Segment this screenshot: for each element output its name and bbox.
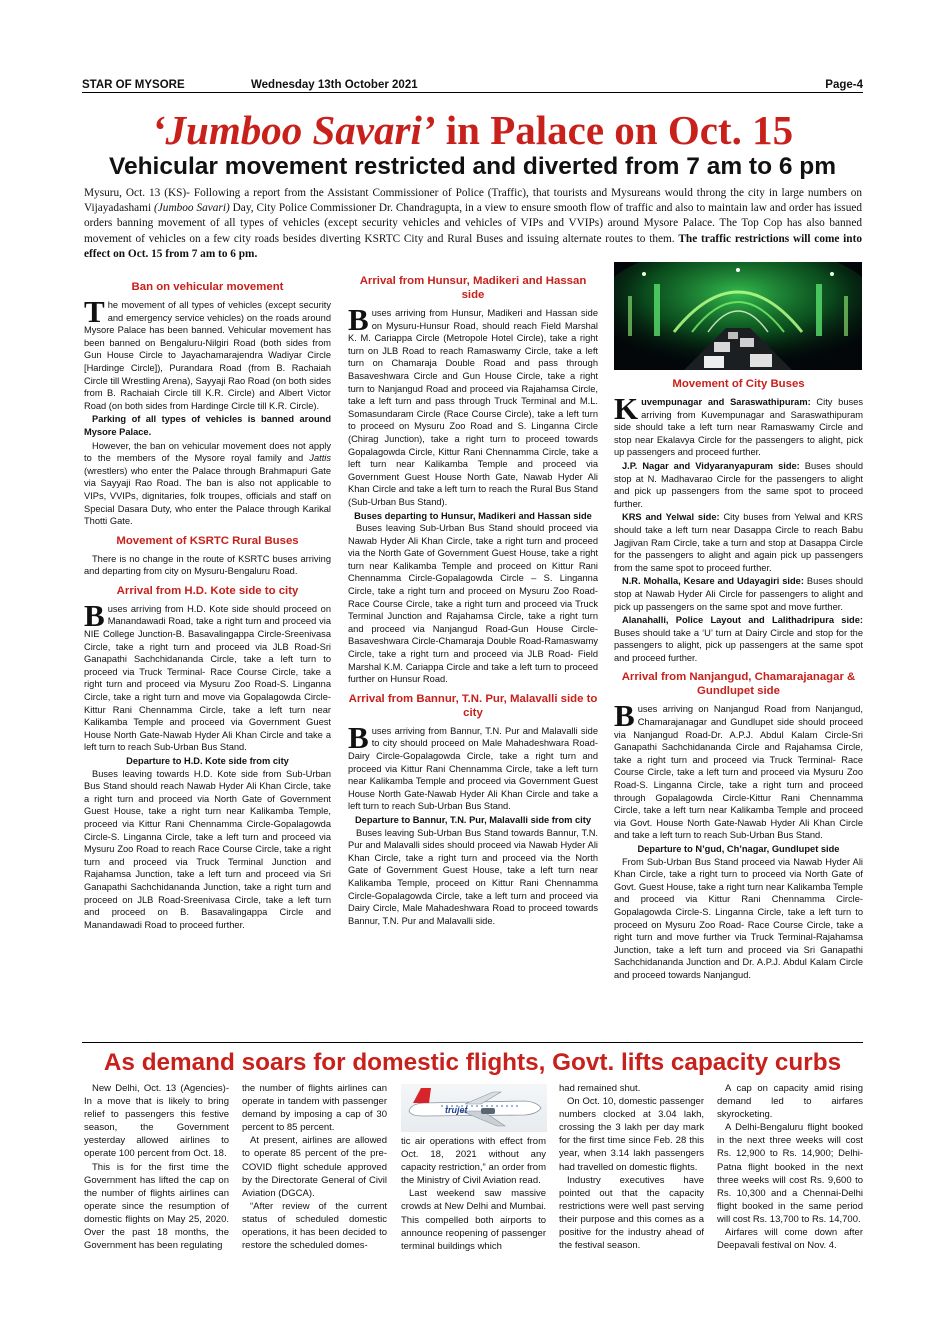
section-heading: Ban on vehicular movement bbox=[131, 281, 284, 293]
article-paragraph: N.R. Mohalla, Kesare and Udayagiri side: Buses should stop at Nawab Hyder Ali Circle for passengers to alight and pick up passengers on the same spot and move further. bbox=[614, 576, 864, 612]
article-paragraph: Buses arriving from Hunsur, Madikeri and Hassan side on Mysuru-Hunsur Road, should reach Field Marshal K. M. Cariappa Circle (Metropole Hotel Circle), take a right turn on JLB Road to reach Ramaswamy Circle, take a left turn on Chamaraja Double Road and pass through Basaveshwara Circle and Gun House Circle, take a right turn to Nanjangud Road and proceed via Rajahamsa Circle, take a left turn and pass through Truck Terminal and M.L. Somasundaram Circle (Race Course Circle), take a left turn to proceed on Mysuru Zoo Road and S. Linganna Circle (Chirag Junction), take a right turn to proceed towards Gopalagowda Circle, Kittur Rani Chennamma Circle, take a left turn near Kalikamba Temple and proceed via Government Guest House North Gate, Nawab Hyder Ali Khan Circle and take a left turn to reach the Rural Bus Stand (Sub-Urban Bus Stand). bbox=[348, 302, 598, 507]
flights-column-4 bbox=[559, 1082, 704, 1252]
aircraft-photo bbox=[401, 1084, 547, 1132]
flights-column-2 bbox=[242, 1082, 387, 1252]
article-paragraph: Buses arriving from H.D. Kote side should proceed on Manandawadi Road, take a right turn and proceed via NIE College Junction-B. Basavalingappa Circle-Sreenivasa Circle, take a right turn and proceed via JLB Road-Sri Ganapathi Sachchidananda Circle, take a left turn to proceed via Truck Terminal- Race Course Circle, take a right turn and proceed via Mysuru Zoo Road-S. Linganna Circle, take a right turn and move via Gopalagowda Circle-Kittur Rani Chennamma Circle, take a left turn near Kalikamba Temple and proceed via Government Guest House North Gate-Nawab Hyder Ali Khan Circle and take a left turn to reach Sub-Urban Bus Stand. bbox=[84, 597, 331, 753]
section-heading: Movement of City Buses bbox=[672, 378, 805, 390]
flights-headline: As demand soars for domestic flights, Govt. lifts capacity curbs bbox=[103, 1049, 842, 1076]
sub-heading: Departure to Bannur, T.N. Pur, Malavalli side from city bbox=[354, 814, 592, 825]
article-paragraph: At present, airlines are allowed to operate 85 percent of the pre-COVID flight schedule approved by the Directorate General of Civil Aviation (DGCA). bbox=[242, 1135, 387, 1199]
article-paragraph: The movement of all types of vehicles (except security and emergency service vehicles) on the roads around Mysore Palace has been banned. Vehicular movement has been banned on Bengaluru-Nilgiri Road (both sides from Gun House Circle to Jayachamarajendra Wadiyar Circle [Hardinge Circle]), Purandara Road (from B. Rachaiah Circle till Wrestling Arena), Sayyaji Rao Road (on both sides from B. Rachaiah Circle till K.R. Circle) and Albert Victor Road (on both sides from Hardinge Circle till K.R. Circle). bbox=[84, 294, 331, 411]
article-paragraph: Buses arriving from Bannur, T.N. Pur and Malavalli side to city should proceed on Male Mahadeshwara Road-Dairy Circle-Gopalagowda Circle, take a right turn and proceed via Kittur Rani Chennamma Circle, take a left turn near Kalikamba Temple and proceed via Government Guest House North Gate-Nawab Hyder Ali Khan Circle and take a left turn to reach Sub-Urban Bus Stand. bbox=[348, 719, 598, 812]
flights-column-5 bbox=[717, 1082, 863, 1252]
flights-column-3 bbox=[401, 1135, 546, 1253]
article-paragraph: tic air operations with effect from Oct. 18, 2021 without any capacity restriction,” an order from the Ministry of Civil Aviation read. bbox=[401, 1136, 546, 1187]
article-paragraph: Parking of all types of vehicles is banned around Mysore Palace. bbox=[84, 414, 331, 437]
main-headline bbox=[82, 106, 863, 154]
article-paragraph: There is no change in the route of KSRTC buses arriving and departing from city on Mysuru-Bengaluru Road. bbox=[84, 553, 331, 577]
illuminated-road-photo bbox=[614, 262, 862, 370]
drop-cap: B bbox=[84, 597, 105, 633]
headline-italic: ‘Jumboo Savari’ bbox=[151, 107, 436, 153]
article-paragraph: Buses arriving on Nanjangud Road from Nanjangud, Chamarajanagar and Gundlupet side should proceed via Nanjangud Road-Dr. A.P.J. Abdul Kalam Circle-Sri Ganapathi Sachchidananda Circle and Rajahamsa Circle, take a right turn and proceed via Truck Terminal- Race Course Circle, take a left turn and proceed via Mysuru Zoo Road-S. Linganna Circle, take a right turn and proceed through Gopalagowda Circle-Kittur Rani Chennamma Circle, take a left turn near Kalikamba Temple and proceed via Govt. House North Gate-Nawab Hyder Ali Khan Circle and take a left turn to reach Sub-Urban Bus Stand. bbox=[614, 698, 863, 841]
section-heading: Arrival from Hunsur, Madikeri and Hassan side bbox=[359, 275, 587, 301]
article-paragraph: “After review of the current status of scheduled domestic operations, it has been decided to restore the scheduled domes- bbox=[242, 1200, 387, 1252]
masthead bbox=[82, 79, 863, 93]
paper-name: STAR OF MYSORE bbox=[82, 79, 185, 91]
drop-cap: B bbox=[348, 719, 369, 755]
article-paragraph: had remained shut. bbox=[559, 1083, 641, 1094]
article-paragraph: Kuvempunagar and Saraswathipuram: City buses arriving from Kuvempunagar and Saraswathipuram side should take a left turn near Ramaswamy Circle and stop near Ekalavya Circle for the passengers to alight, pick up passengers and proceed further. bbox=[614, 391, 863, 458]
sub-heading: Buses departing to Hunsur, Madikeri and Hassan side bbox=[354, 510, 592, 521]
issue-date: Wednesday 13th October 2021 bbox=[251, 79, 418, 91]
section-heading: Arrival from H.D. Kote side to city bbox=[116, 584, 299, 597]
airline-logo: trujet bbox=[445, 1105, 468, 1115]
article-paragraph: J.P. Nagar and Vidyaranyapuram side: Buses should stop at N. Madhavarao Circle for the passengers to alight and pick up passengers from the same spot to proceed further. bbox=[614, 460, 863, 509]
article-column-1 bbox=[84, 274, 331, 932]
article-paragraph: However, the ban on vehicular movement does not apply to the members of the Mysore royal family and Jattis (wrestlers) who enter the Palace through Brahmapuri Gate via Sayyaji Rao Road. The ban is also not applicable to VIPs, VVIPs, dignitaries, folk troupes, officials and staff on Special Dasara Duty, who enter the Palace through Karikal Thotti Gate. bbox=[84, 440, 331, 527]
article-paragraph: Last weekend saw massive crowds at New Delhi and Mumbai. This compelled both airports to announce reopening of passenger terminal buildings which bbox=[401, 1188, 546, 1252]
article-paragraph: A Delhi-Bengaluru flight booked in the next three weeks will cost Rs. 12,900 to Rs. 14,900; Delhi-Patna flight booked in the next three weeks will cost Rs. 9,600 to Rs. 10,300 and a Chennai-Delhi flight booked in the same period will cost Rs. 13,700 to Rs. 14,700. bbox=[717, 1122, 863, 1225]
article-paragraph: Buses leaving Sub-Urban Bus Stand should proceed via Nawab Hyder Ali Khan Circle, take a right turn and proceed via the North Gate of Government Guest House, take a right turn near Kalikamba Temple and proceed on Kittur Rani Chennamma Circle-Gopalagowda Circle – S. Linganna Circle, take a right turn and proceed on Mysuru Zoo Road-Race Course Circle, take a right turn and proceed via Truck Terminal Junction and Rajahamsa Circle, take a right turn and proceed via Nanjangud Road-Gun House Circle-Basaveshwara Circle-Chamaraja Double Road-Ramaswamy Circle, take a right turn and proceed via JLB Road- Field Marshal K.M. Cariappa Circle and take a left turn to proceed further on Hunsur Road. bbox=[348, 523, 598, 685]
article-paragraph: New Delhi, Oct. 13 (Agencies)- In a move that is likely to bring relief to passengers this festive season, the Government yesterday allowed airlines to operate 100 percent from Oct. 18. bbox=[84, 1083, 229, 1160]
page-number: Page-4 bbox=[825, 79, 863, 91]
article-paragraph: Alanahalli, Police Layout and Lalithadripura side: Buses should take a ‘U’ turn at Dairy Circle and stop for the passengers to alight, pick up passengers at the same spot and proceed further. bbox=[614, 615, 863, 663]
section-heading: Arrival from Bannur, T.N. Pur, Malavalli side to city bbox=[348, 692, 598, 719]
main-subhead: Vehicular movement restricted and diverted from 7 am to 6 pm bbox=[108, 153, 837, 180]
drop-cap: T bbox=[84, 294, 105, 329]
article-paragraph: A cap on capacity amid rising demand led to airfares skyrocketing. bbox=[717, 1083, 863, 1121]
article-paragraph: This is for the first time the Government has lifted the cap on the number of flights airlines can operate since the resumption of domestic flights on May 25, 2020. Over the past 18 months, the Government has been regulating bbox=[84, 1161, 229, 1252]
article-paragraph: Airfares will come down after Deepavali festival on Nov. 4. bbox=[717, 1227, 863, 1252]
sub-heading: Departure to H.D. Kote side from city bbox=[126, 756, 289, 766]
article-paragraph: On Oct. 10, domestic passenger numbers clocked at 3.04 lakh, crossing the 3 lakh per day mark for the first time since Feb. 28 this year, when 3.14 lakh passengers had travelled on domestic flights. bbox=[559, 1096, 704, 1173]
article-paragraph: Buses leaving towards H.D. Kote side from Sub-Urban Bus Stand should reach Nawab Hyder Ali Khan Circle, take a right turn and proceed via North Gate of Government Guest House, take a right turn near Kalikamba Temple, proceed via Kittur Rani Chennamma Circle-Gopalagowda Circle-S. Linganna Circle, take a left turn and proceed via Mysuru Zoo Road to reach Race Course Circle, take a right turn and proceed via Truck Terminal Junction and Rajahamsa Junction, take a left turn and proceed via Sri Ganapathi Sachchidananda Junction, take a right turn and proceed on JLB Road-Sreenivasa Circle, take a left turn and proceed on B. Basavalingappa Circle and Manandawadi Road to proceed further. bbox=[84, 768, 331, 930]
story-divider bbox=[82, 1042, 863, 1043]
drop-cap: K bbox=[614, 391, 639, 426]
flights-column-1 bbox=[84, 1082, 229, 1252]
intro-paragraph: Mysuru, Oct. 13 (KS)- Following a report from the Assistant Commissioner of Police (Traffic), that tourists and Mysureans would throng the city in large numbers on Vijayadashami (Jumboo Savari) Day, City Police Commissioner Dr. Chandragupta, in a view to ensure smooth flow of traffic and also to maintain law and order has issued orders banning movement of all types of vehicles (except security vehicles and vehicles of VIPs and VVIPs) around Mysore Palace. The Top Cop has also banned movement of vehicles on a few city roads besides diverting KSRTC City and Rural Buses and issuing alternate routes to them. The traffic restrictions will come into effect on Oct. 15 from 7 am to 6 pm. bbox=[84, 187, 863, 260]
article-paragraph: the number of flights airlines can operate in tandem with passenger demand by imposing a cap of 30 percent to 85 percent. bbox=[242, 1083, 387, 1134]
article-paragraph: Industry executives have pointed out that the capacity restrictions were well past serving their purpose and this comes as a positive for the industry ahead of the festival season. bbox=[559, 1174, 704, 1252]
section-heading: Arrival from Nanjangud, Chamarajanagar & Gundlupet side bbox=[621, 671, 856, 698]
section-heading: Movement of KSRTC Rural Buses bbox=[116, 534, 299, 547]
article-column-3 bbox=[614, 374, 863, 983]
article-column-2 bbox=[348, 274, 598, 928]
article-paragraph: Buses leaving Sub-Urban Bus Stand towards Bannur, T.N. Pur and Malavalli sides should proceed via Nawab Hyder Ali Khan Circle, take a right turn and proceed via the North Gate of Government Guest House, take a left turn near Kalikamba Temple, proceed on Kittur Rani Chennamma Circle-Gopalagowda Circle, take a left turn and proceed via Dairy Circle, Male Mahadeshwara Road to proceed towards Bannur, T.N. Pur and Malavalli side. bbox=[348, 827, 598, 926]
article-paragraph: KRS and Yelwal side: City buses from Yelwal and KRS should take a left turn near Dasappa Circle to reach Babu Jagjivan Ram Circle, take a turn and stop at Dasappa Circle for the passengers to alight and again pick up passengers from the same spot to proceed further. bbox=[614, 512, 863, 573]
sub-heading: Departure to N’gud, Ch’nagar, Gundlupet side bbox=[637, 844, 840, 854]
drop-cap: B bbox=[348, 302, 369, 337]
headline-rest: in Palace on Oct. 15 bbox=[435, 107, 794, 153]
drop-cap: B bbox=[614, 698, 635, 734]
article-paragraph: From Sub-Urban Bus Stand proceed via Nawab Hyder Ali Khan Circle, take a right turn to proceed via North Gate of Govt. Guest House, take a right turn near Kalikamba Temple and proceed via Kittur Rani Chennamma Circle-Gopalagowda Circle-S. Linganna Circle, take a left turn to proceed on Mysuru Zoo Road- Race Course Circle, take a right turn and move further via Truck Terminal-Rajahamsa Junction, take a left turn and proceed via Sri Ganapathi Sachchidananda Junction and Dr. A.P.J. Abdul Kalam Circle and proceed towards Nanjangud. bbox=[614, 856, 863, 980]
